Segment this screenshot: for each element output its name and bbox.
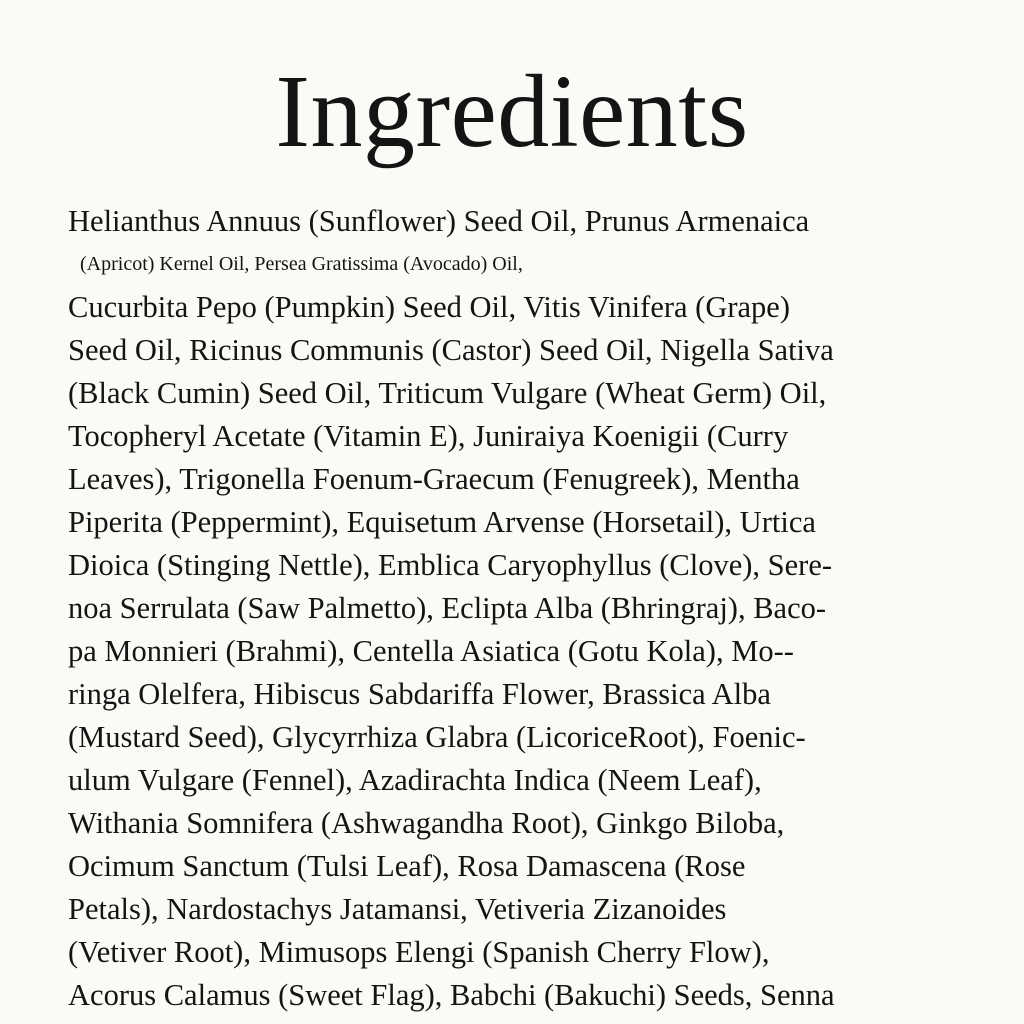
ingredient-line: Petals), Nardostachys Jatamansi, Vetiveria Zizanoides [68,892,727,926]
ingredient-line: Dioica (Stinging Nettle), Emblica Caryophyllus (Clove), Sere- [68,548,833,582]
ingredient-line: (Mustard Seed), Glycyrrhiza Glabra (LicoriceRoot), Foenic- [68,720,806,754]
ingredient-line: Cucurbita Pepo (Pumpkin) Seed Oil, Vitis Vinifera (Grape) [68,290,790,324]
ingredient-line: ulum Vulgare (Fennel), Azadirachta Indica (Neem Leaf), [68,763,762,797]
ingredient-line: Leaves), Trigonella Foenum-Graecum (Fenugreek), Mentha [68,462,800,496]
ingredient-line: (Black Cumin) Seed Oil, Triticum Vulgare (Wheat Germ) Oil, [68,376,827,410]
ingredients-list [68,200,968,1017]
ingredient-line: ringa Olelfera, Hibiscus Sabdariffa Flower, Brassica Alba [68,677,771,711]
ingredient-line: pa Monnieri (Brahmi), Centella Asiatica (Gotu Kola), Mo-- [68,634,794,668]
page-title: Ingredients [275,54,749,169]
ingredient-line: Acorus Calamus (Sweet Flag), Babchi (Bakuchi) Seeds, Senna [68,978,835,1012]
ingredient-line: noa Serrulata (Saw Palmetto), Eclipta Alba (Bhringraj), Baco- [68,591,827,625]
ingredient-line: Helianthus Annuus (Sunflower) Seed Oil, Prunus Armenaica [68,204,810,238]
ingredient-line: Withania Somnifera (Ashwagandha Root), Ginkgo Biloba, [68,806,785,840]
ingredient-line: Piperita (Peppermint), Equisetum Arvense (Horsetail), Urtica [68,505,816,539]
ingredient-line: (Vetiver Root), Mimusops Elengi (Spanish Cherry Flow), [68,935,770,969]
ingredient-line: Ocimum Sanctum (Tulsi Leaf), Rosa Damascena (Rose [68,849,746,883]
ingredient-line: (Apricot) Kernel Oil, Persea Gratissima (Avocado) Oil, [80,253,523,275]
ingredient-line: Tocopheryl Acetate (Vitamin E), Juniraiya Koenigii (Curry [68,419,789,453]
ingredient-line: Seed Oil, Ricinus Communis (Castor) Seed Oil, Nigella Sativa [68,333,834,367]
